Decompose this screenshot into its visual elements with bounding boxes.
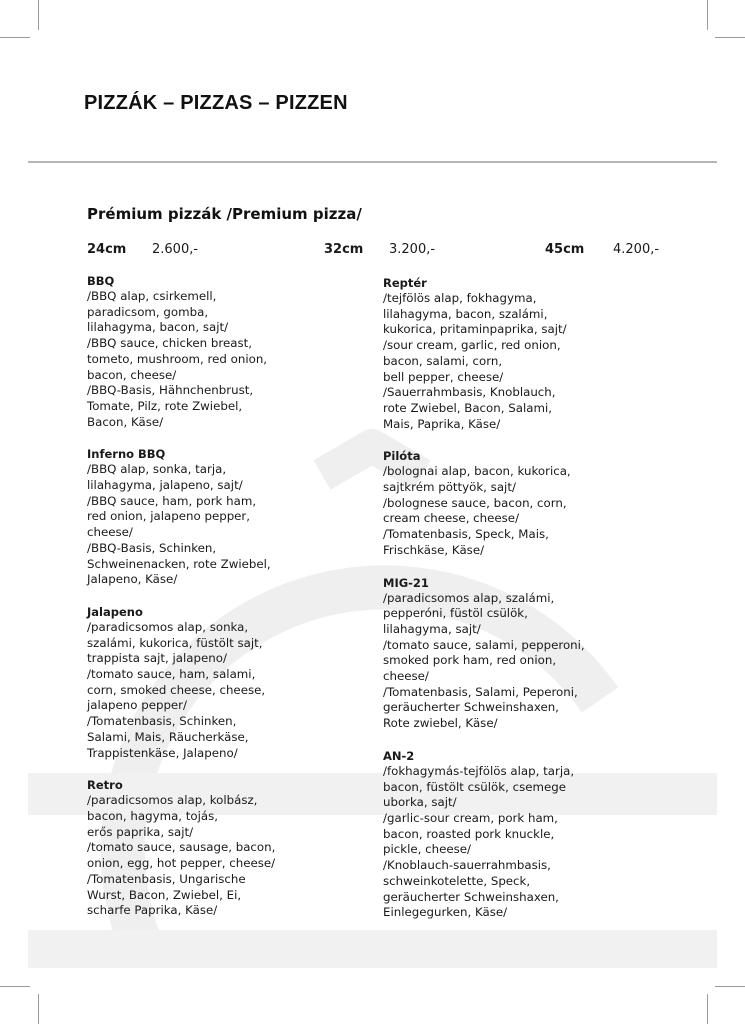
pizza-description: /BBQ alap, csirkemell, paradicsom, gomba, lilahagyma, bacon, sajt/ /BBQ sauce, chicken breast, tometo, mushroom, red onion, bacon, cheese/ /BBQ-Basis, Hähnchenbrust, Tomate, Pilz, rote Zwiebel, Bacon, Käse/ [87,289,268,429]
left-menu-column [87,273,367,935]
size-price: 2.600,- [152,242,199,257]
size-label: 24cm [87,242,127,257]
size-label: 32cm [324,242,364,257]
section-title: Prémium pizzák /Premium pizza/ [87,205,362,223]
pizza-description: /bolognai alap, bacon, kukorica, sajtkrém pöttyök, sajt/ /bolognese sauce, bacon, corn, cream cheese, cheese/ /Tomatenbasis, Speck, Mais, Frischkäse, Käse/ [383,464,571,557]
menu-item-pilota [383,448,663,558]
menu-item-bbq [87,273,367,430]
size-price: 4.200,- [613,242,660,257]
pizza-name: Reptér [383,276,427,290]
menu-item-mig-21 [383,575,663,732]
size-price-32 [324,242,436,257]
right-menu-column [383,275,663,937]
pizza-description: /paradicsomos alap, kolbász, bacon, hagyma, tojás, erős paprika, sajt/ /tomato sauce, sausage, bacon, onion, egg, hot pepper, cheese/ /Tomatenbasis, Ungarische Wurst, Bacon, Zwiebel, Ei, scharfe Paprika, Käse/ [87,793,276,918]
pizza-name: MIG-21 [383,575,429,590]
size-label: 45cm [545,242,585,257]
pizza-description: /paradicsomos alap, sonka, szalámi, kukorica, füstölt sajt, trappista sajt, jalapeno/ /tomato sauce, ham, salami, corn, smoked cheese, cheese, jalapeno pepper/ /Tomatenbasis, Schinken, Salami, Mais, Räucherkäse, Trappistenkäse, Jalapeno/ [87,619,266,760]
pizza-name: Inferno BBQ [87,447,166,462]
pizza-description: /tejfölös alap, fokhagyma, lilahagyma, bacon, szalámi, kukorica, pritaminpaprika, sajt/ /sour cream, garlic, red onion, bacon, salami, corn, bell pepper, cheese/ /Sauerrahmbasis, Knoblauch, rote Zwiebel, Bacon, Salami, Mais, Paprika, Käse/ [383,291,567,431]
divider [28,161,717,163]
page-title: PIZZÁK – PIZZAS – PIZZEN [84,92,348,114]
pizza-name: AN-2 [383,748,415,763]
size-price-45 [545,242,660,257]
menu-item-repter [383,275,663,432]
pizza-name: Pilóta [383,449,421,464]
size-price: 3.200,- [389,242,436,257]
pizza-description: /fokhagymás-tejfölös alap, tarja, bacon, füstölt csülök, csemege uborka, sajt/ /garlic-sour cream, pork ham, bacon, roasted pork knuckle, pickle, cheese/ /Knoblauch-sauerrahmbasis, schweinkotelette, Speck, geräucherter Schweinshaxen, Einlegegurken, Käse/ [383,763,575,920]
menu-item-jalapeno [87,604,367,761]
pizza-description: /BBQ alap, sonka, tarja, lilahagyma, jalapeno, sajt/ /BBQ sauce, ham, pork ham, red onion, jalapeno pepper, cheese/ /BBQ-Basis, Schinken, Schweinenacken, rote Zwiebel, Jalapeno, Käse/ [87,462,271,587]
pizza-name: Jalapeno [87,604,143,619]
pizza-description: /paradicsomos alap, szalámi, pepperóni, füstöl csülök, lilahagyma, sajt/ /tomato sauce, salami, pepperoni, smoked pork ham, red onion, cheese/ /Tomatenbasis, Salami, Peperoni, geräucherter Schweinshaxen, Rote zwiebel, Käse/ [383,590,585,731]
size-price-24 [87,242,199,257]
menu-item-inferno-bbq [87,446,367,588]
pizza-name: Retro [87,778,123,793]
menu-item-an-2 [383,748,663,921]
menu-item-retro [87,777,367,919]
pizza-name: BBQ [87,274,115,288]
